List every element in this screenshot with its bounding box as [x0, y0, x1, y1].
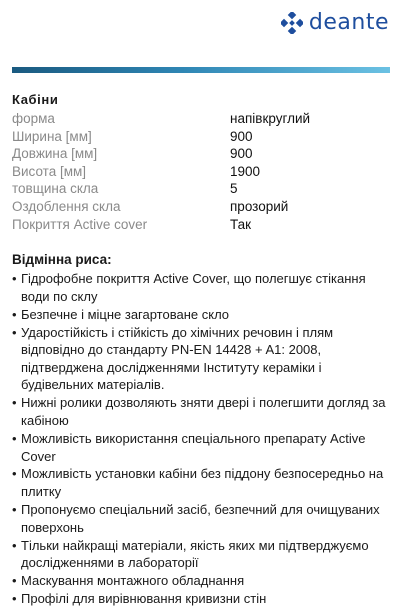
feature-item [12, 324, 392, 394]
feature-item [12, 270, 392, 305]
bullet-icon: • [12, 537, 17, 553]
feature-text: Ударостійкість і стійкість до хімічних речовин і плям відповідно до стандарту PN-EN 14428 + A1: 2008, підтверджена дослідженнями Інституту кераміки і будівельних матеріалів. [21, 324, 334, 393]
feature-item [12, 394, 392, 429]
spec-value: 1900 [230, 163, 261, 179]
feature-item [12, 430, 392, 465]
spec-row [12, 180, 390, 198]
feature-text: Маскування монтажного обладнання [21, 573, 245, 589]
bullet-icon: • [12, 306, 17, 322]
accent-divider [12, 67, 390, 73]
feature-item [12, 572, 392, 590]
bullet-icon: • [12, 271, 17, 286]
spec-row [12, 163, 390, 181]
bullet-icon: • [12, 395, 17, 411]
bullet-icon: • [12, 502, 17, 518]
brand-name: deante [308, 10, 389, 35]
spec-row [12, 216, 390, 234]
spec-value: прозорий [230, 198, 289, 214]
spec-value: напівкруглий [230, 111, 311, 126]
spec-label: Довжина [мм] [12, 146, 98, 162]
feature-text: Профілі для вирівнювання кривизни стін [21, 591, 267, 607]
brand-logo [281, 12, 389, 34]
feature-item [12, 501, 392, 536]
feature-text: Нижні ролики дозволяють зняти двері і полегшити догляд за кабіною [21, 395, 386, 428]
bullet-icon: • [12, 591, 17, 607]
spec-label: Висота [мм] [12, 163, 87, 179]
feature-text: Можливість установки кабіни без піддону безпосередньо на плитку [21, 466, 384, 500]
bullet-icon: • [12, 430, 17, 446]
feature-item [12, 537, 392, 572]
bullet-icon: • [12, 573, 17, 589]
spec-label: товщина скла [12, 181, 99, 197]
feature-text: Можливість використання спеціального препарату Active Cover [21, 430, 366, 464]
feature-item [12, 465, 392, 500]
deante-logo-icon [281, 12, 303, 34]
spec-row [12, 198, 390, 216]
spec-label: Покриття Active cover [12, 216, 148, 232]
spec-label: Оздоблення скла [12, 198, 121, 214]
features-title: Відмінна риса: [12, 252, 112, 267]
spec-row [12, 128, 390, 146]
spec-value: 5 [230, 181, 238, 197]
spec-table [12, 110, 390, 233]
spec-label: форма [12, 111, 55, 126]
features-list [12, 270, 392, 608]
feature-item [12, 306, 392, 324]
spec-row [12, 110, 390, 128]
spec-value: 900 [230, 146, 253, 162]
spec-value: 900 [230, 128, 253, 144]
feature-text: Тільки найкращі матеріали, якість яких ми підтверджуємо дослідженнями в лабораторії [21, 537, 369, 571]
feature-item [12, 590, 392, 608]
section-title: Кабіни [12, 92, 59, 107]
feature-text: Пропонуємо спеціальний засіб, безпечний для очищуваних поверхонь [21, 502, 380, 535]
spec-label: Ширина [мм] [12, 128, 92, 144]
feature-text: Безпечне і міцне загартоване скло [21, 306, 230, 322]
spec-value: Так [230, 216, 252, 232]
spec-row [12, 145, 390, 163]
feature-text: Гідрофобне покриття Active Cover, що полегшує стікання води по склу [21, 271, 366, 304]
bullet-icon: • [12, 466, 17, 482]
bullet-icon: • [12, 324, 17, 340]
